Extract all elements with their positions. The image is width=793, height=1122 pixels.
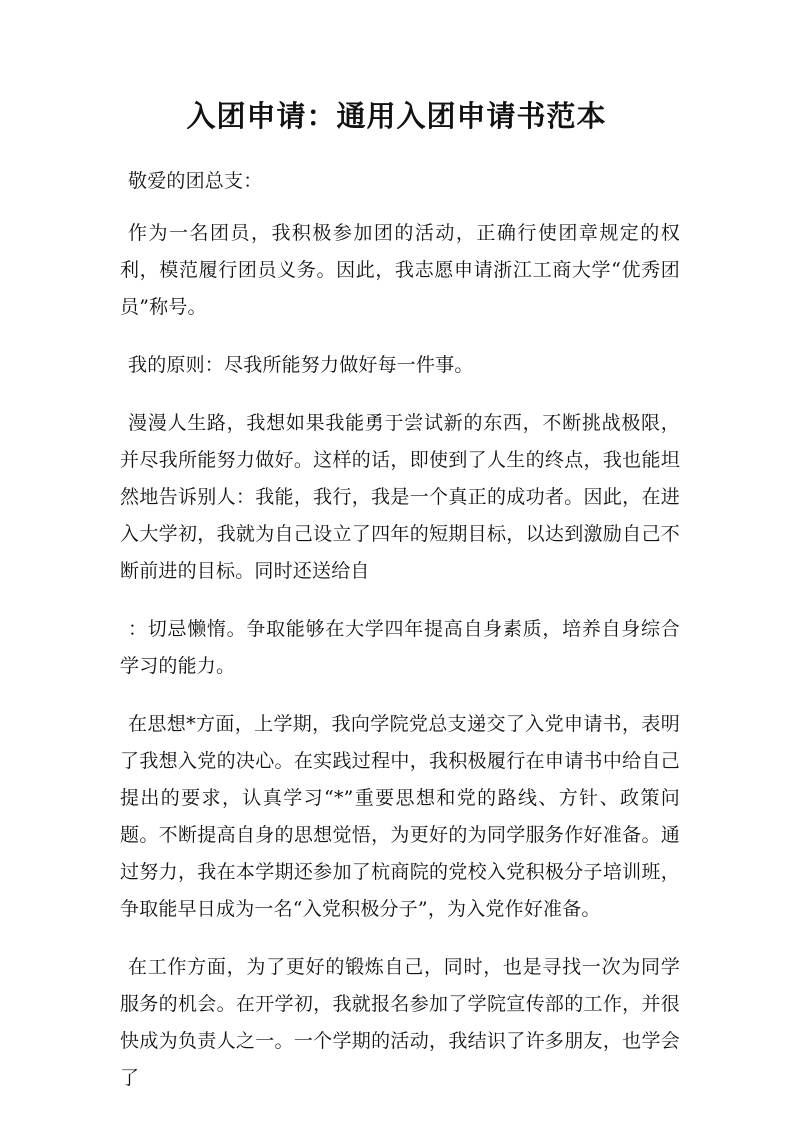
paragraph-3: 漫漫人生路，我想如果我能勇于尝试新的东西，不断挑战极限，并尽我所能努力做好。这样的话，即使到了人生的终点，我也能坦然地告诉别人：我能，我行，我是一个真正的成功者。因此，在进入大学初，我就为自己设立了四年的短期目标，以达到激励自己不断前进的目标。同时还送给自	[120, 412, 680, 582]
paragraph-4: ：切忌懒惰。争取能够在大学四年提高自身素质，培养自身综合学习的能力。	[120, 618, 680, 677]
salutation: 敬爱的团总支：	[128, 170, 263, 192]
paragraph-2: 我的原则：尽我所能努力做好每一件事。	[128, 354, 474, 376]
document-body	[120, 163, 680, 1118]
document-title: 入团申请：通用入团申请书范本	[186, 99, 607, 133]
paragraph-1: 作为一名团员，我积极参加团的活动，正确行使团章规定的权利，模范履行团员义务。因此，我志愿申请浙江工商大学“优秀团员”称号。	[120, 222, 680, 318]
paragraph-6: 在工作方面，为了更好的锻炼自己，同时，也是寻找一次为同学服务的机会。在开学初，我就报名参加了学院宣传部的工作，并很快成为负责人之一。一个学期的活动，我结识了许多朋友，也学会了	[120, 956, 680, 1089]
paragraph-5: 在思想*方面，上学期，我向学院党总支递交了入党申请书，表明了我想入党的决心。在实践过程中，我积极履行在申请书中给自己提出的要求，认真学习“*”重要思想和党的路线、方针、政策问题。不断提高自身的思想觉悟，为更好的为同学服务作好准备。通过努力，我在本学期还参加了杭商院的党校入党积极分子培训班，争取能早日成为一名“入党积极分子”，为入党作好准备。	[120, 713, 680, 920]
